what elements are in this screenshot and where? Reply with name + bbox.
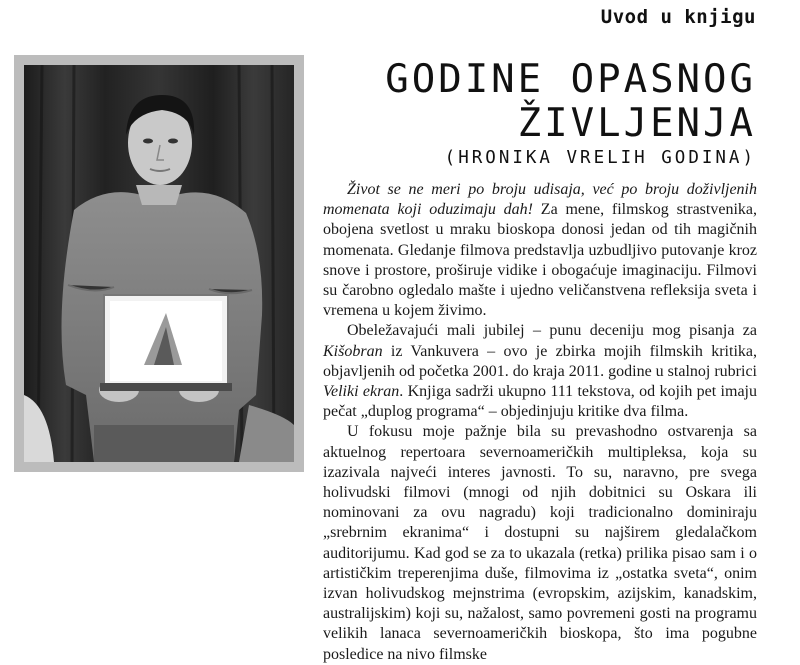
magazine-title: Kišobran xyxy=(323,342,383,360)
opening-quote: Život se ne meri po broju udisaja, već po broju doživljenih momenata koji oduzimaju dah! xyxy=(323,181,757,219)
section-label: Uvod u knjigu xyxy=(600,6,756,28)
author-photo xyxy=(24,65,294,462)
paragraph-2-text-a: Obeležavajući mali jubilej – punu deceniju mog pisanja za xyxy=(347,322,757,340)
paragraph-2-text-c: . Knjiga sadrži ukupno 111 tekstova, od kojih pet imaju pečat „duplog programa“ – objedinjuju kritike dva filma. xyxy=(323,383,757,421)
author-photo-image xyxy=(24,65,294,462)
column-title: Veliki ekran xyxy=(323,383,400,401)
paragraph-2-text-b: iz Vankuvera – ovo je zbirka mojih filmskih kritika, objavljenih od početka 2001. do kraja 2011. godine u stalnoj rubrici xyxy=(323,342,757,380)
article-title xyxy=(336,58,756,146)
paragraph-1-text: Za mene, filmskog strastvenika, obojena svetlost u mraku bioskopa donosi jedan od tih magičnih momenata. Gledanje filmova predstavlja uzbudljivo putovanje kroz snove i prostore, proširuje vidike i obogaćuje imaginaciju. Filmovi su čarobno ogledalo mašte i ujedno veličanstvena refleksija sveta i vremena u kojem živimo. xyxy=(323,201,757,320)
paragraph-2 xyxy=(323,321,757,422)
title-line-1: GODINE OPASNOG xyxy=(385,57,756,102)
paragraph-1 xyxy=(323,180,757,321)
title-line-2: ŽIVLJENJA xyxy=(517,101,756,146)
paragraph-3: U fokusu moje pažnje bila su prevashodno ostvarenja sa aktuelnog repertoara severnoameričkih multipleksa, koja su izazivala najveći interes javnosti. To su, naravno, pre svega holivudski filmovi (mnogi od njih dobitnici su Oskara ili nominovani za ovu nagradu) koji tradicionalno dominiraju „srebrnim ekranima“ i dostupni su najširem gledalačkom auditorijumu. Kad god se za to ukazala (retka) prilika pisao sam i o artističkim treperenjima duše, filmovima iz „ostatka sveta“, onim izvan holivudskog mejnstrima (evropskim, azijskim, kanadskim, australijskim) koji su, nažalost, samo povremeni gosti na programu velikih lanaca severnoameričkih bioskopa, što ima pogubne posledice na nivo filmske xyxy=(323,423,757,663)
article-body xyxy=(323,180,757,665)
author-photo-frame xyxy=(14,55,304,472)
article-subtitle: (HRONIKA VRELIH GODINA) xyxy=(444,148,756,168)
